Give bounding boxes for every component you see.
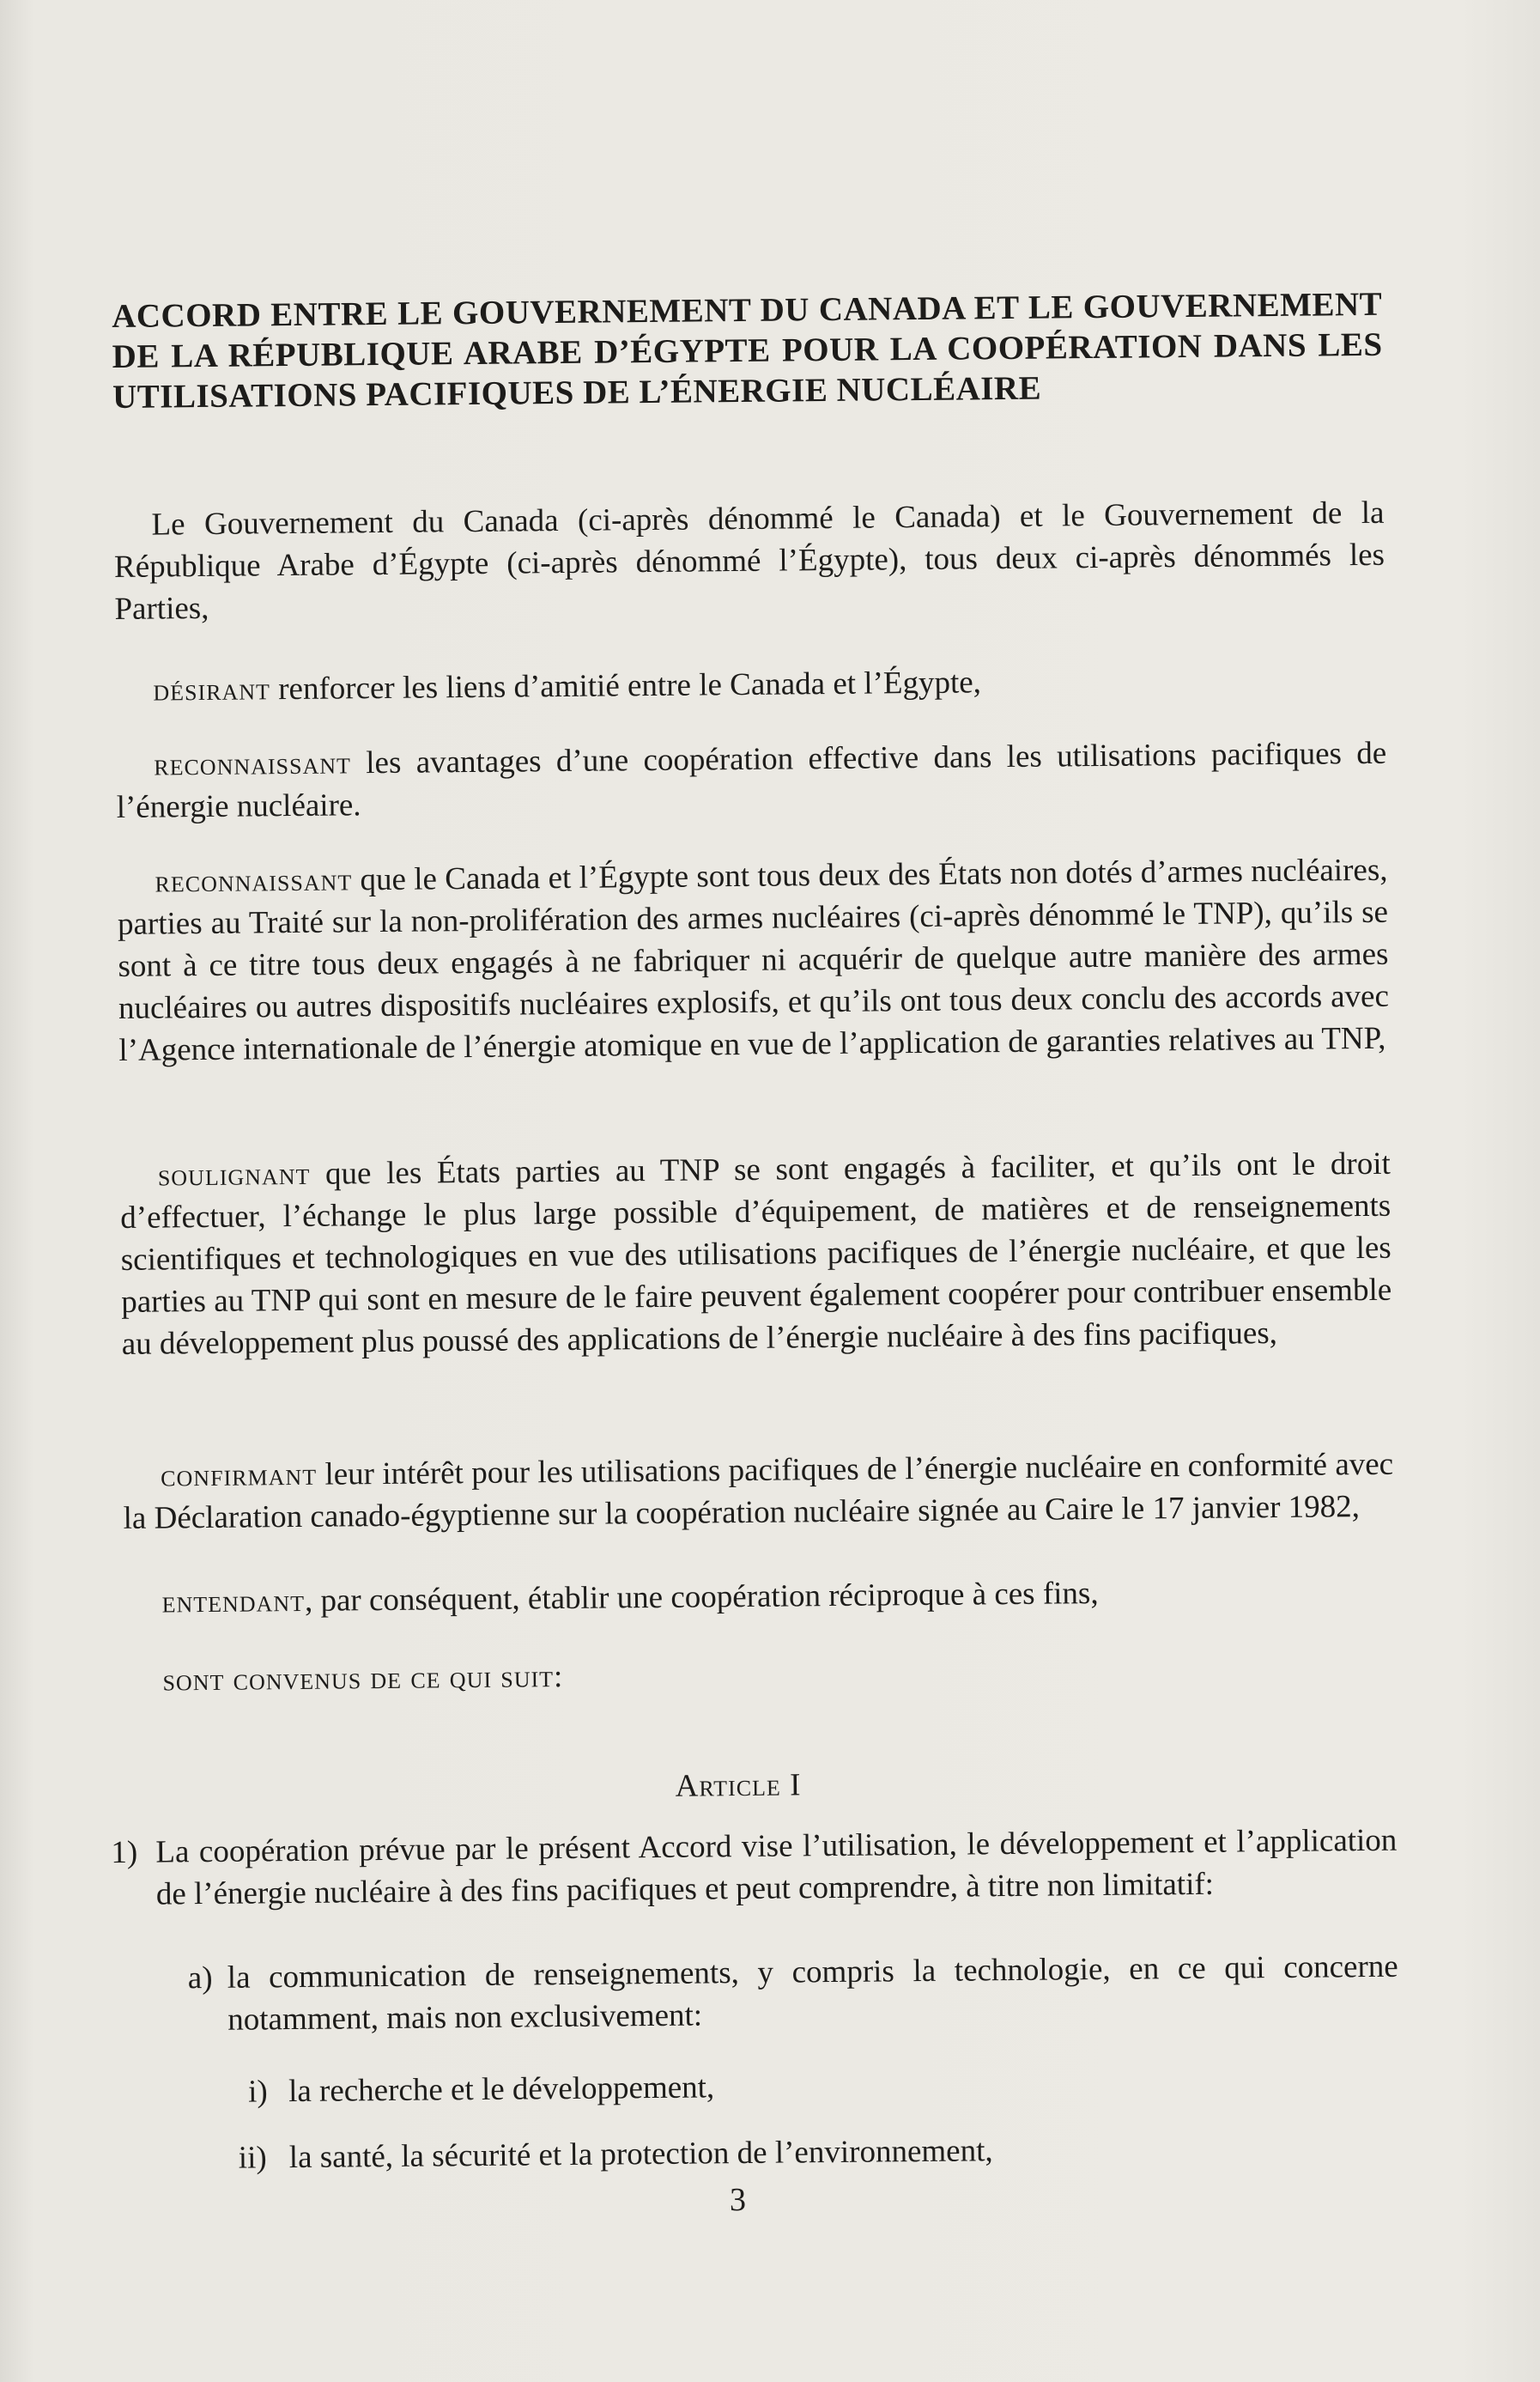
page-number: 3 bbox=[730, 2182, 746, 2218]
recital-text: que les États parties au TNP se sont engagés à faciliter, et qu’ils ont le droit d’effectuer, l’échange le plus large possible d’équipement, de matières et de renseignements scientifiques et technologiques en vue des utilisations pacifiques de l’énergie nucléaire, et que les parties au TNP qui sont en mesure de le faire peuvent également coopérer pour contribuer ensemble au développement plus poussé des applications de l’énergie nucléaire à des fins pacifiques, bbox=[120, 1145, 1392, 1362]
item-text: la communication de renseignements, y compris la technologie, en ce qui concerne notamment, mais non exclusivement: bbox=[227, 1948, 1398, 2038]
recital-entendant bbox=[124, 1570, 1394, 1624]
recital-lead: confirmant bbox=[160, 1456, 318, 1494]
recital-sont-convenus bbox=[124, 1648, 1395, 1702]
paragraph-number: 1) bbox=[111, 1834, 138, 1871]
recital-lead: désirant bbox=[153, 671, 271, 708]
list-item-i bbox=[248, 2060, 1398, 2113]
recital-lead: reconnaissant bbox=[154, 745, 352, 783]
item-letter: a) bbox=[187, 1960, 213, 1996]
recital-desirant bbox=[115, 658, 1385, 712]
intro-text: Le Gouvernement du Canada (ci-après dénommé le Canada) et le Gouvernement de la République Arabe d’Égypte (ci-après dénommé l’Égypte), tous deux ci-après dénommés les Parties, bbox=[113, 495, 1385, 627]
article-paragraph-1 bbox=[111, 1820, 1398, 1912]
document-body bbox=[111, 284, 1398, 2176]
recital-reconnaissant-2 bbox=[117, 849, 1389, 1072]
article-heading: Article I bbox=[675, 1767, 802, 1804]
recital-text: que le Canada et l’Égypte sont tous deux des États non dotés d’armes nucléaires, parties au Traité sur la non-prolifération des armes nucléaires (ci-après dénommé le TNP), qu’ils se sont à ce titre tous deux engagés à ne fabriquer ni acquérir de quelque autre manière des armes nucléaires ou autres dispositifs nucléaires explosifs, et qu’ils ont tous deux conclu des accords avec l’Agence internationale de l’énergie atomique en vue de l’application de garanties relatives au TNP, bbox=[117, 852, 1390, 1068]
item-text: la recherche et le développement, bbox=[288, 2069, 715, 2110]
recital-lead: entendant bbox=[161, 1583, 306, 1620]
list-item-a bbox=[187, 1946, 1398, 2038]
recital-lead: sont convenus de ce qui suit: bbox=[162, 1659, 564, 1698]
recital-text: renforcer les liens d’amitié entre le Canada et l’Égypte, bbox=[270, 665, 982, 708]
recital-reconnaissant-1 bbox=[116, 732, 1387, 829]
item-numeral: ii) bbox=[238, 2140, 267, 2176]
recital-text: les avantages d’une coopération effective dans les utilisations pacifiques de l’énergie nucléaire. bbox=[116, 735, 1387, 825]
item-numeral: i) bbox=[247, 2074, 268, 2110]
list-item-ii bbox=[239, 2126, 1398, 2179]
recital-lead: reconnaissant bbox=[155, 862, 353, 900]
paragraph-text: La coopération prévue par le présent Accord vise l’utilisation, le développement et l’application de l’énergie nucléaire à des fins pacifiques et peut comprendre, à titre non limitatif: bbox=[155, 1822, 1398, 1912]
intro-paragraph bbox=[113, 492, 1385, 630]
item-text: la santé, la sécurité et la protection de l’environnement, bbox=[288, 2133, 993, 2176]
recital-text: leur intérêt pour les utilisations pacifiques de l’énergie nucléaire en conformité avec la Déclaration canado-égyptienne sur la coopération nucléaire signée au Caire le 17 janvier 1982, bbox=[123, 1446, 1394, 1536]
recital-confirmant bbox=[123, 1443, 1394, 1540]
document-title: ACCORD ENTRE LE GOUVERNEMENT DU CANADA ET LE GOUVERNEMENT DE LA RÉPUBLIQUE ARABE D’ÉGYPTE POUR LA COOPÉRATION DANS LES UTILISATIONS PACIFIQUES DE L’ÉNERGIE NUCLÉAIRE bbox=[112, 285, 1383, 416]
recital-soulignant bbox=[120, 1143, 1392, 1365]
recital-text: , par conséquent, établir une coopération réciproque à ces fins, bbox=[304, 1576, 1099, 1619]
recital-lead: soulignant bbox=[157, 1156, 311, 1194]
